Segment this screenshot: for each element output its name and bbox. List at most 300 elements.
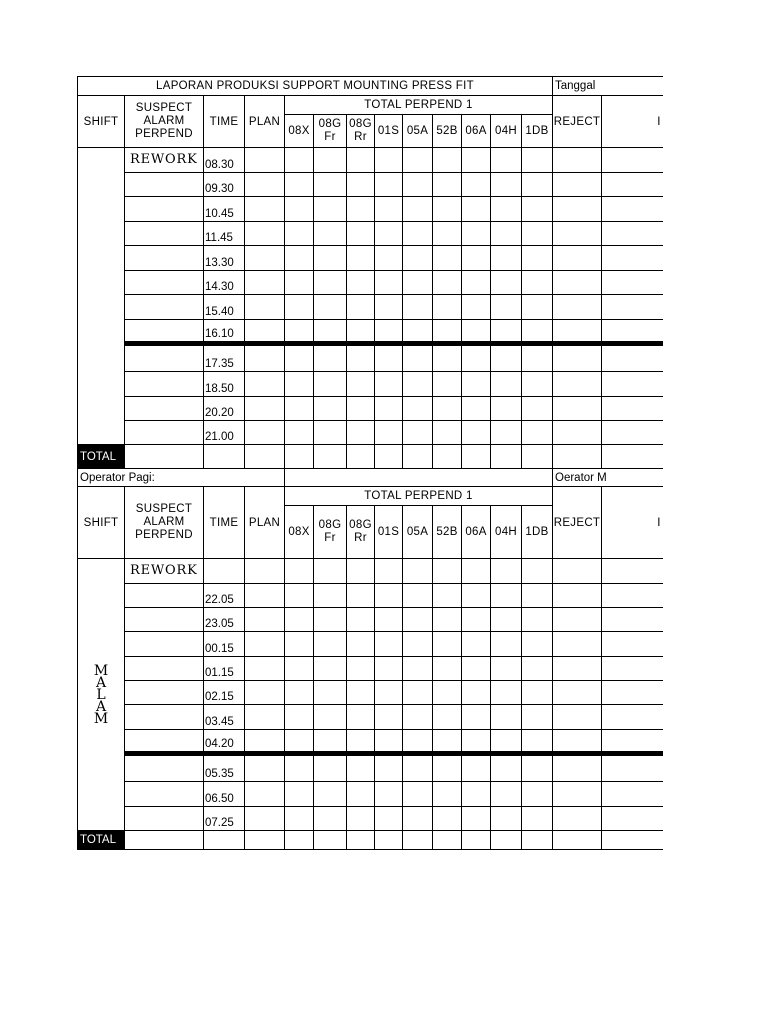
s1-model-cell[interactable] [314, 295, 347, 320]
s2-model-cell[interactable] [375, 657, 403, 681]
s2-extra-cell[interactable] [602, 705, 663, 730]
s2-model-cell[interactable] [462, 632, 491, 657]
s1-reject-cell[interactable] [553, 246, 602, 271]
s2-model-cell[interactable] [433, 657, 462, 681]
s2-model-cell[interactable] [403, 807, 433, 831]
s2-model-cell[interactable] [491, 807, 522, 831]
s1-model-cell[interactable] [491, 344, 522, 372]
operator-pagi-signature[interactable] [285, 469, 553, 487]
s2-model-cell[interactable] [375, 807, 403, 831]
s1-model-cell[interactable] [491, 295, 522, 320]
s1-model-cell[interactable] [347, 222, 375, 246]
s2-plan-cell[interactable] [245, 754, 285, 782]
s2-model-cell[interactable] [285, 608, 314, 632]
s2-model-cell[interactable] [462, 559, 491, 584]
s2-model-cell[interactable] [285, 632, 314, 657]
s2-plan-cell[interactable] [245, 559, 285, 584]
s1-model-cell[interactable] [491, 148, 522, 173]
s1-suspect-cell[interactable] [125, 421, 204, 445]
s1-total-model-cell[interactable] [314, 445, 347, 469]
s1-model-cell[interactable] [375, 421, 403, 445]
s2-model-cell[interactable] [375, 730, 403, 754]
s2-model-cell[interactable] [347, 754, 375, 782]
s2-model-cell[interactable] [462, 782, 491, 807]
s1-total-extra[interactable] [602, 445, 663, 469]
s2-total-model-cell[interactable] [314, 831, 347, 850]
s1-model-cell[interactable] [491, 173, 522, 197]
s2-extra-cell[interactable] [602, 608, 663, 632]
s1-model-cell[interactable] [462, 295, 491, 320]
s2-model-cell[interactable] [433, 782, 462, 807]
s2-suspect-cell[interactable] [125, 754, 204, 782]
s2-model-cell[interactable] [491, 657, 522, 681]
s1-model-cell[interactable] [314, 173, 347, 197]
s2-model-cell[interactable] [462, 730, 491, 754]
s2-model-cell[interactable] [522, 632, 553, 657]
s1-model-cell[interactable] [433, 372, 462, 397]
s1-model-cell[interactable] [403, 372, 433, 397]
s2-model-cell[interactable] [491, 782, 522, 807]
s2-suspect-cell[interactable] [125, 705, 204, 730]
s2-suspect-cell[interactable] [125, 632, 204, 657]
s1-model-cell[interactable] [522, 295, 553, 320]
s1-model-cell[interactable] [347, 344, 375, 372]
s2-model-cell[interactable] [433, 608, 462, 632]
s1-extra-cell[interactable] [602, 148, 663, 173]
s2-total-model-cell[interactable] [375, 831, 403, 850]
s2-plan-cell[interactable] [245, 632, 285, 657]
s2-model-cell[interactable] [375, 681, 403, 705]
s1-extra-cell[interactable] [602, 197, 663, 222]
s2-model-cell[interactable] [403, 657, 433, 681]
s1-total-model-cell[interactable] [522, 445, 553, 469]
s1-plan-cell[interactable] [245, 222, 285, 246]
s1-extra-cell[interactable] [602, 344, 663, 372]
s2-suspect-cell[interactable] [125, 584, 204, 608]
s2-extra-cell[interactable] [602, 657, 663, 681]
s1-model-cell[interactable] [433, 246, 462, 271]
s1-extra-cell[interactable] [602, 421, 663, 445]
s2-model-cell[interactable] [462, 608, 491, 632]
s2-model-cell[interactable] [491, 681, 522, 705]
s1-model-cell[interactable] [433, 173, 462, 197]
s1-extra-cell[interactable] [602, 246, 663, 271]
s2-model-cell[interactable] [347, 632, 375, 657]
s2-model-cell[interactable] [314, 754, 347, 782]
s1-model-cell[interactable] [375, 271, 403, 295]
s1-model-cell[interactable] [285, 295, 314, 320]
s1-plan-cell[interactable] [245, 421, 285, 445]
s2-model-cell[interactable] [491, 730, 522, 754]
s2-model-cell[interactable] [314, 730, 347, 754]
s2-model-cell[interactable] [375, 608, 403, 632]
s2-model-cell[interactable] [285, 584, 314, 608]
s1-model-cell[interactable] [433, 344, 462, 372]
s2-reject-cell[interactable] [553, 754, 602, 782]
s1-model-cell[interactable] [522, 148, 553, 173]
s1-reject-cell[interactable] [553, 344, 602, 372]
s1-model-cell[interactable] [462, 397, 491, 421]
s1-extra-cell[interactable] [602, 295, 663, 320]
s2-extra-cell[interactable] [602, 782, 663, 807]
s1-plan-cell[interactable] [245, 246, 285, 271]
s1-model-cell[interactable] [375, 222, 403, 246]
s1-model-cell[interactable] [433, 148, 462, 173]
s1-model-cell[interactable] [433, 320, 462, 344]
s1-model-cell[interactable] [462, 197, 491, 222]
s2-extra-cell[interactable] [602, 584, 663, 608]
s2-model-cell[interactable] [522, 754, 553, 782]
s2-model-cell[interactable] [403, 559, 433, 584]
s1-extra-cell[interactable] [602, 320, 663, 344]
s2-reject-cell[interactable] [553, 681, 602, 705]
s2-model-cell[interactable] [403, 705, 433, 730]
s1-total-model-cell[interactable] [375, 445, 403, 469]
s2-extra-cell[interactable] [602, 807, 663, 831]
s1-model-cell[interactable] [403, 246, 433, 271]
s2-model-cell[interactable] [285, 657, 314, 681]
s1-model-cell[interactable] [314, 271, 347, 295]
s1-model-cell[interactable] [403, 344, 433, 372]
s1-model-cell[interactable] [285, 197, 314, 222]
s2-extra-cell[interactable] [602, 730, 663, 754]
s1-model-cell[interactable] [522, 397, 553, 421]
s2-model-cell[interactable] [433, 681, 462, 705]
s2-total-model-cell[interactable] [522, 831, 553, 850]
s2-suspect-cell[interactable] [125, 730, 204, 754]
s1-total-plan[interactable] [245, 445, 285, 469]
s2-reject-cell[interactable] [553, 807, 602, 831]
s2-model-cell[interactable] [433, 559, 462, 584]
s1-extra-cell[interactable] [602, 173, 663, 197]
s1-model-cell[interactable] [375, 372, 403, 397]
s1-model-cell[interactable] [347, 295, 375, 320]
s1-model-cell[interactable] [375, 397, 403, 421]
s2-plan-cell[interactable] [245, 608, 285, 632]
s2-reject-cell[interactable] [553, 559, 602, 584]
s1-model-cell[interactable] [375, 320, 403, 344]
s2-total-model-cell[interactable] [462, 831, 491, 850]
s1-model-cell[interactable] [403, 173, 433, 197]
s1-reject-cell[interactable] [553, 397, 602, 421]
s2-extra-cell[interactable] [602, 754, 663, 782]
s2-model-cell[interactable] [433, 754, 462, 782]
s2-model-cell[interactable] [314, 559, 347, 584]
s2-model-cell[interactable] [491, 754, 522, 782]
s2-model-cell[interactable] [403, 730, 433, 754]
s2-suspect-cell[interactable] [125, 782, 204, 807]
s1-model-cell[interactable] [314, 344, 347, 372]
s1-model-cell[interactable] [491, 421, 522, 445]
s2-model-cell[interactable] [347, 681, 375, 705]
s1-plan-cell[interactable] [245, 197, 285, 222]
s1-suspect-cell[interactable] [125, 173, 204, 197]
s2-model-cell[interactable] [375, 754, 403, 782]
s1-model-cell[interactable] [433, 271, 462, 295]
s2-model-cell[interactable] [522, 730, 553, 754]
s1-extra-cell[interactable] [602, 372, 663, 397]
s1-model-cell[interactable] [375, 148, 403, 173]
s1-model-cell[interactable] [433, 421, 462, 445]
s2-model-cell[interactable] [522, 807, 553, 831]
s2-total-extra[interactable] [602, 831, 663, 850]
s1-model-cell[interactable] [462, 148, 491, 173]
s2-model-cell[interactable] [347, 705, 375, 730]
s2-model-cell[interactable] [403, 681, 433, 705]
s1-model-cell[interactable] [491, 222, 522, 246]
s2-extra-cell[interactable] [602, 632, 663, 657]
s2-total-reject[interactable] [553, 831, 602, 850]
s2-total-model-cell[interactable] [403, 831, 433, 850]
s2-suspect-cell[interactable] [125, 657, 204, 681]
s1-model-cell[interactable] [314, 148, 347, 173]
s2-model-cell[interactable] [347, 782, 375, 807]
s1-model-cell[interactable] [433, 222, 462, 246]
s2-model-cell[interactable] [347, 608, 375, 632]
s1-model-cell[interactable] [522, 421, 553, 445]
s2-plan-cell[interactable] [245, 705, 285, 730]
s2-model-cell[interactable] [433, 584, 462, 608]
s2-model-cell[interactable] [314, 681, 347, 705]
s1-model-cell[interactable] [285, 246, 314, 271]
s1-model-cell[interactable] [314, 197, 347, 222]
s1-model-cell[interactable] [522, 173, 553, 197]
s2-model-cell[interactable] [462, 705, 491, 730]
s1-reject-cell[interactable] [553, 421, 602, 445]
s1-model-cell[interactable] [375, 197, 403, 222]
s1-suspect-cell[interactable] [125, 295, 204, 320]
s1-suspect-cell[interactable] [125, 372, 204, 397]
s1-suspect-cell[interactable] [125, 320, 204, 344]
s2-model-cell[interactable] [285, 754, 314, 782]
s1-model-cell[interactable] [285, 320, 314, 344]
s1-model-cell[interactable] [522, 271, 553, 295]
s1-model-cell[interactable] [462, 372, 491, 397]
s2-model-cell[interactable] [375, 632, 403, 657]
s2-total-model-cell[interactable] [491, 831, 522, 850]
s2-reject-cell[interactable] [553, 657, 602, 681]
s1-model-cell[interactable] [285, 372, 314, 397]
s2-total-model-cell[interactable] [433, 831, 462, 850]
s2-model-cell[interactable] [522, 782, 553, 807]
s1-model-cell[interactable] [285, 344, 314, 372]
s1-plan-cell[interactable] [245, 344, 285, 372]
s2-suspect-cell[interactable] [125, 681, 204, 705]
s1-plan-cell[interactable] [245, 295, 285, 320]
s2-model-cell[interactable] [375, 782, 403, 807]
s1-model-cell[interactable] [462, 344, 491, 372]
s2-model-cell[interactable] [314, 608, 347, 632]
s1-plan-cell[interactable] [245, 372, 285, 397]
s1-model-cell[interactable] [433, 197, 462, 222]
s2-plan-cell[interactable] [245, 584, 285, 608]
s1-model-cell[interactable] [403, 421, 433, 445]
s2-plan-cell[interactable] [245, 657, 285, 681]
s1-model-cell[interactable] [347, 173, 375, 197]
s2-model-cell[interactable] [314, 657, 347, 681]
s1-model-cell[interactable] [522, 197, 553, 222]
s2-model-cell[interactable] [433, 730, 462, 754]
s1-total-model-cell[interactable] [462, 445, 491, 469]
s1-reject-cell[interactable] [553, 372, 602, 397]
s2-model-cell[interactable] [285, 807, 314, 831]
s2-model-cell[interactable] [462, 807, 491, 831]
s1-total-model-cell[interactable] [433, 445, 462, 469]
s1-model-cell[interactable] [314, 372, 347, 397]
s2-model-cell[interactable] [403, 584, 433, 608]
s2-model-cell[interactable] [314, 705, 347, 730]
s1-model-cell[interactable] [462, 320, 491, 344]
s2-model-cell[interactable] [314, 584, 347, 608]
s1-model-cell[interactable] [403, 197, 433, 222]
s2-model-cell[interactable] [522, 681, 553, 705]
s1-model-cell[interactable] [347, 197, 375, 222]
s2-reject-cell[interactable] [553, 730, 602, 754]
s1-model-cell[interactable] [403, 271, 433, 295]
s1-model-cell[interactable] [375, 295, 403, 320]
s1-plan-cell[interactable] [245, 271, 285, 295]
s2-total-model-cell[interactable] [347, 831, 375, 850]
s2-model-cell[interactable] [347, 730, 375, 754]
s1-model-cell[interactable] [491, 197, 522, 222]
s1-model-cell[interactable] [491, 397, 522, 421]
s1-reject-cell[interactable] [553, 320, 602, 344]
s1-suspect-cell[interactable] [125, 197, 204, 222]
s2-plan-cell[interactable] [245, 782, 285, 807]
s2-model-cell[interactable] [375, 705, 403, 730]
s1-model-cell[interactable] [314, 222, 347, 246]
s2-reject-cell[interactable] [553, 632, 602, 657]
s2-reject-cell[interactable] [553, 782, 602, 807]
s2-model-cell[interactable] [375, 584, 403, 608]
s1-model-cell[interactable] [403, 295, 433, 320]
s1-model-cell[interactable] [403, 397, 433, 421]
s1-model-cell[interactable] [403, 222, 433, 246]
s2-model-cell[interactable] [522, 657, 553, 681]
s1-model-cell[interactable] [403, 320, 433, 344]
s2-model-cell[interactable] [285, 730, 314, 754]
s2-model-cell[interactable] [314, 782, 347, 807]
s1-model-cell[interactable] [347, 148, 375, 173]
s1-model-cell[interactable] [491, 372, 522, 397]
s2-model-cell[interactable] [433, 807, 462, 831]
s2-model-cell[interactable] [522, 584, 553, 608]
s1-model-cell[interactable] [462, 173, 491, 197]
s2-reject-cell[interactable] [553, 705, 602, 730]
s1-plan-cell[interactable] [245, 148, 285, 173]
s2-plan-cell[interactable] [245, 681, 285, 705]
s1-total-reject[interactable] [553, 445, 602, 469]
s1-suspect-cell[interactable] [125, 222, 204, 246]
s1-total-model-cell[interactable] [347, 445, 375, 469]
s1-model-cell[interactable] [314, 320, 347, 344]
s1-model-cell[interactable] [491, 320, 522, 344]
s1-model-cell[interactable] [314, 246, 347, 271]
s2-model-cell[interactable] [462, 584, 491, 608]
s1-model-cell[interactable] [375, 246, 403, 271]
s1-model-cell[interactable] [462, 421, 491, 445]
s1-model-cell[interactable] [285, 397, 314, 421]
s2-model-cell[interactable] [347, 584, 375, 608]
s1-plan-cell[interactable] [245, 173, 285, 197]
s1-total-model-cell[interactable] [285, 445, 314, 469]
s2-total-model-cell[interactable] [285, 831, 314, 850]
s2-model-cell[interactable] [491, 705, 522, 730]
s1-plan-cell[interactable] [245, 397, 285, 421]
s1-total-model-cell[interactable] [491, 445, 522, 469]
s1-model-cell[interactable] [462, 271, 491, 295]
s1-model-cell[interactable] [347, 246, 375, 271]
s2-model-cell[interactable] [403, 782, 433, 807]
s1-model-cell[interactable] [522, 372, 553, 397]
s1-model-cell[interactable] [375, 344, 403, 372]
s2-model-cell[interactable] [462, 657, 491, 681]
s2-model-cell[interactable] [491, 584, 522, 608]
s2-model-cell[interactable] [522, 705, 553, 730]
s1-extra-cell[interactable] [602, 222, 663, 246]
s1-extra-cell[interactable] [602, 271, 663, 295]
s1-model-cell[interactable] [522, 246, 553, 271]
s1-model-cell[interactable] [347, 421, 375, 445]
s2-model-cell[interactable] [314, 632, 347, 657]
s2-model-cell[interactable] [375, 559, 403, 584]
s1-reject-cell[interactable] [553, 222, 602, 246]
s2-model-cell[interactable] [522, 559, 553, 584]
s1-model-cell[interactable] [522, 320, 553, 344]
s1-extra-cell[interactable] [602, 397, 663, 421]
s2-model-cell[interactable] [347, 807, 375, 831]
s2-model-cell[interactable] [285, 681, 314, 705]
s1-model-cell[interactable] [462, 246, 491, 271]
s1-reject-cell[interactable] [553, 173, 602, 197]
s1-model-cell[interactable] [491, 246, 522, 271]
s1-model-cell[interactable] [314, 421, 347, 445]
s1-model-cell[interactable] [285, 148, 314, 173]
s2-model-cell[interactable] [285, 705, 314, 730]
s2-model-cell[interactable] [491, 632, 522, 657]
s1-model-cell[interactable] [522, 344, 553, 372]
s2-model-cell[interactable] [285, 559, 314, 584]
s1-plan-cell[interactable] [245, 320, 285, 344]
s2-model-cell[interactable] [462, 681, 491, 705]
s2-reject-cell[interactable] [553, 584, 602, 608]
s2-extra-cell[interactable] [602, 681, 663, 705]
s1-suspect-cell[interactable] [125, 271, 204, 295]
s1-model-cell[interactable] [347, 271, 375, 295]
s1-model-cell[interactable] [285, 222, 314, 246]
s1-model-cell[interactable] [285, 271, 314, 295]
s1-suspect-cell[interactable] [125, 344, 204, 372]
s2-model-cell[interactable] [403, 754, 433, 782]
s2-plan-cell[interactable] [245, 807, 285, 831]
s2-model-cell[interactable] [403, 632, 433, 657]
s1-model-cell[interactable] [347, 372, 375, 397]
s2-model-cell[interactable] [403, 608, 433, 632]
s2-model-cell[interactable] [314, 807, 347, 831]
s1-reject-cell[interactable] [553, 197, 602, 222]
s2-suspect-cell[interactable] [125, 608, 204, 632]
s1-reject-cell[interactable] [553, 295, 602, 320]
s2-reject-cell[interactable] [553, 608, 602, 632]
s2-model-cell[interactable] [491, 559, 522, 584]
s1-model-cell[interactable] [433, 295, 462, 320]
s1-model-cell[interactable] [491, 271, 522, 295]
s1-model-cell[interactable] [314, 397, 347, 421]
s2-model-cell[interactable] [433, 632, 462, 657]
s2-model-cell[interactable] [285, 782, 314, 807]
s1-model-cell[interactable] [522, 222, 553, 246]
s2-model-cell[interactable] [462, 754, 491, 782]
